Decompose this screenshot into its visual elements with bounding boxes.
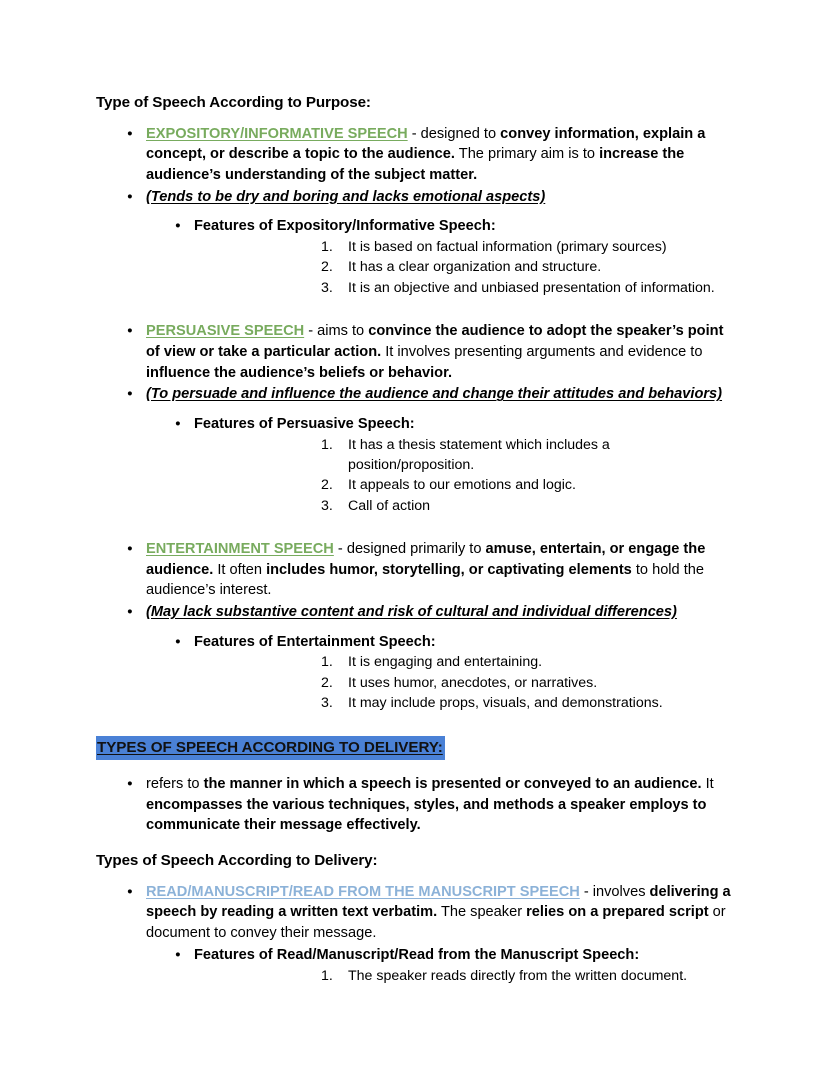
emphasis-text: the manner in which a speech is presented or conveyed to an audience. bbox=[203, 775, 702, 792]
speech-term-label: EXPOSITORY/INFORMATIVE SPEECH bbox=[146, 125, 408, 142]
feature-item-number: 3. bbox=[321, 497, 333, 514]
feature-item bbox=[194, 237, 736, 257]
feature-item bbox=[194, 673, 736, 693]
feature-item-number: 1. bbox=[321, 436, 333, 453]
emphasis-text: convey information, explain a concept, or describe a topic to the audience. bbox=[146, 125, 706, 163]
emphasis-text: convince the audience to adopt the speaker’s point of view or take a particular action. bbox=[146, 323, 724, 360]
feature-item bbox=[194, 475, 736, 495]
emphasis-text: influence the audience’s beliefs or behavior. bbox=[146, 364, 453, 381]
spacer bbox=[96, 526, 736, 539]
list-item bbox=[96, 384, 736, 405]
feature-item-number: 3. bbox=[321, 279, 333, 296]
body-text: It often bbox=[213, 561, 267, 578]
features-heading: Features of Read/Manuscript/Read from the Manuscript Speech: bbox=[194, 946, 640, 963]
features-list bbox=[194, 435, 736, 516]
dash-separator: - bbox=[333, 540, 347, 557]
features-list-wrapper bbox=[96, 414, 736, 516]
feature-item-text: It is an objective and unbiased presentation of information. bbox=[348, 279, 715, 296]
feature-item bbox=[194, 693, 736, 713]
body-text: to hold the audience’s interest. bbox=[146, 561, 705, 599]
body-text: It involves presenting arguments and evidence to bbox=[381, 343, 703, 360]
feature-item bbox=[194, 278, 736, 298]
speech-type-list bbox=[96, 539, 736, 623]
list-item bbox=[96, 124, 736, 186]
feature-item-text: Call of action bbox=[348, 497, 431, 514]
speech-term-label: ENTERTAINMENT SPEECH bbox=[146, 540, 334, 557]
delivery-heading-row bbox=[96, 736, 736, 760]
features-list bbox=[194, 237, 736, 298]
list-item bbox=[96, 632, 736, 714]
speech-type-list bbox=[96, 882, 736, 944]
speech-type-list bbox=[96, 124, 736, 208]
speech-type-block bbox=[96, 882, 736, 986]
feature-item-text: It uses humor, anecdotes, or narratives. bbox=[348, 674, 598, 691]
speech-type-list bbox=[96, 321, 736, 405]
speech-type-block bbox=[96, 539, 736, 713]
feature-item-text: It has a thesis statement which includes a position/proposition. bbox=[348, 436, 610, 473]
speech-note: (To persuade and influence the audience and change their attitudes and behaviors) bbox=[146, 386, 723, 403]
body-text: aims to bbox=[317, 323, 369, 340]
features-list bbox=[194, 652, 736, 713]
list-item bbox=[96, 414, 736, 516]
speech-term-label: PERSUASIVE SPEECH bbox=[146, 323, 305, 340]
list-item bbox=[96, 774, 736, 836]
delivery-intro-text bbox=[146, 776, 714, 833]
body-text: involves bbox=[592, 883, 650, 900]
feature-item-number: 1. bbox=[321, 239, 333, 256]
body-text: refers to bbox=[146, 775, 204, 792]
list-item bbox=[96, 602, 736, 623]
dash-separator: - bbox=[579, 883, 593, 900]
speech-note: (May lack substantive content and risk of cultural and individual differences) bbox=[146, 604, 677, 620]
purpose-types-container bbox=[96, 124, 736, 714]
feature-item-text: It may include props, visuals, and demonstrations. bbox=[348, 695, 663, 712]
dash-separator: - bbox=[304, 323, 318, 340]
body-text: designed to bbox=[420, 125, 501, 142]
emphasis-text: includes humor, storytelling, or captivating elements bbox=[266, 561, 632, 578]
emphasis-text: encompasses the various techniques, styles, and methods a speaker employs to communicate their message effectively. bbox=[146, 796, 707, 834]
features-list bbox=[194, 966, 736, 986]
list-item bbox=[96, 539, 736, 601]
spacer bbox=[96, 723, 736, 736]
features-list-wrapper bbox=[96, 945, 736, 986]
feature-item-number: 2. bbox=[321, 674, 333, 691]
feature-item bbox=[194, 257, 736, 277]
features-heading: Features of Expository/Informative Speech: bbox=[194, 218, 496, 235]
delivery-intro-list bbox=[96, 774, 736, 836]
feature-item-number: 2. bbox=[321, 259, 333, 276]
speech-type-block bbox=[96, 124, 736, 298]
list-item bbox=[96, 321, 736, 383]
highlighted-section-heading: TYPES OF SPEECH ACCORDING TO DELIVERY: bbox=[96, 736, 445, 760]
feature-item bbox=[194, 496, 736, 516]
body-text: The primary aim is to bbox=[454, 146, 600, 163]
feature-item-number: 3. bbox=[321, 695, 333, 712]
page-title: Type of Speech According to Purpose: bbox=[96, 94, 371, 111]
spacer bbox=[96, 308, 736, 321]
delivery-subsection-title: Types of Speech According to Delivery: bbox=[96, 852, 378, 870]
feature-item bbox=[194, 966, 736, 986]
body-text: or document to convey their message. bbox=[146, 904, 726, 942]
feature-item-text: It is engaging and entertaining. bbox=[348, 654, 543, 671]
list-item bbox=[96, 216, 736, 298]
feature-item-text: It is based on factual information (primary sources) bbox=[348, 239, 667, 256]
speech-type-block bbox=[96, 321, 736, 516]
features-heading: Features of Entertainment Speech: bbox=[194, 633, 436, 650]
feature-item bbox=[194, 652, 736, 672]
feature-item-text: The speaker reads directly from the written document. bbox=[348, 967, 688, 984]
document-body bbox=[96, 92, 736, 986]
speech-term-label: READ/MANUSCRIPT/READ FROM THE MANUSCRIPT SPEECH bbox=[146, 883, 580, 900]
features-heading: Features of Persuasive Speech: bbox=[194, 415, 415, 432]
spacer bbox=[96, 837, 736, 850]
body-text: The speaker bbox=[437, 904, 527, 921]
speech-note: (Tends to be dry and boring and lacks emotional aspects) bbox=[146, 188, 546, 205]
list-item bbox=[96, 945, 736, 986]
delivery-types-container bbox=[96, 882, 736, 986]
body-text: It bbox=[701, 775, 714, 792]
body-text: designed primarily to bbox=[346, 540, 486, 557]
feature-item bbox=[194, 435, 736, 476]
emphasis-text: relies on a prepared script bbox=[526, 904, 709, 921]
feature-item-number: 1. bbox=[321, 654, 333, 671]
list-item bbox=[96, 187, 736, 208]
features-list-wrapper bbox=[96, 216, 736, 298]
feature-item-number: 1. bbox=[321, 967, 333, 984]
emphasis-text: delivering a speech by reading a written text verbatim. bbox=[146, 883, 731, 921]
feature-item-text: It appeals to our emotions and logic. bbox=[348, 477, 576, 494]
dash-separator: - bbox=[407, 125, 421, 142]
feature-item-text: It has a clear organization and structure. bbox=[348, 259, 602, 276]
features-list-wrapper bbox=[96, 632, 736, 714]
feature-item-number: 2. bbox=[321, 477, 333, 494]
emphasis-text: increase the audience’s understanding of the subject matter. bbox=[146, 146, 685, 184]
list-item bbox=[96, 882, 736, 944]
emphasis-text: amuse, entertain, or engage the audience. bbox=[146, 540, 706, 578]
